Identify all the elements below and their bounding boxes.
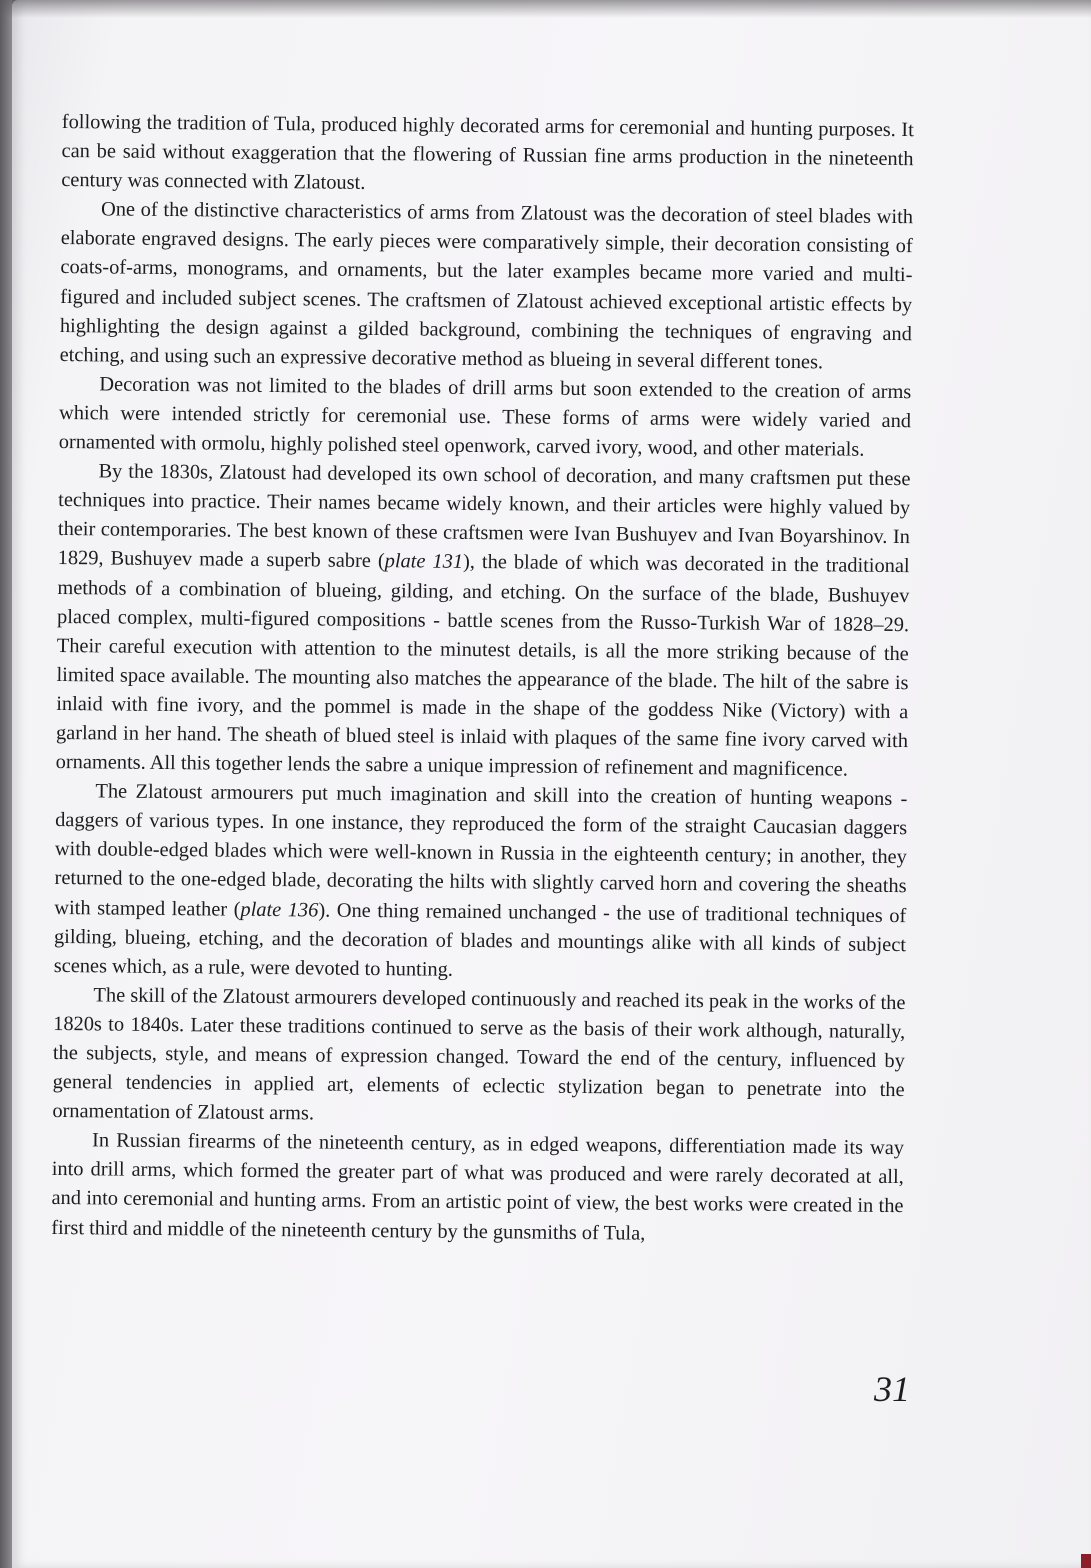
- page-number: 31: [874, 1369, 910, 1409]
- body-text: [51, 108, 914, 1251]
- paragraph-4-part-2: ), the blade of which was decorated in the traditional methods of a combination of blueing, gilding, and etching. On the surface of the blade, Bushuyev placed complex, multi-figured compositions - battle scenes from the Russo-Turkish War of 1828–29. Their careful execution with attention to the minutest details, is all the more striking because of the limited space available. The mounting also matches the appearance of the blade. The hilt of the sabre is inlaid with fine ivory, and the pommel is made in the shape of the goddess Nike (Victory) with a garland in her hand. The sheath of blued steel is inlaid with plaques of the same fine ivory carved with ornaments. All this together lends the sabre a unique impression of refinement and magnificence.: [55, 551, 910, 781]
- book-cover-corner: [1081, 1554, 1091, 1568]
- paragraph-4-part-1: By the 1830s, Zlatoust had developed its own school of decoration, and many craftsmen put these techniques into practice. Their names became widely known, and their articles were highly valued by their contemporaries. The best known of these craftsmen were Ivan Bushuyev and Ivan Boyarshinov. In 1829, Bushuyev made a superb sabre (: [57, 460, 911, 573]
- paragraph-2: One of the distinctive characteristics of arms from Zlatoust was the decoration of steel blades with elaborate engraved designs. The early pieces were comparatively simple, their decoration consisting of coats-of-arms, monograms, and ornaments, but the later examples became more varied and multi-figured and included subject scenes. The craftsmen of Zlatoust achieved exceptional artistic effects by highlighting the design against a gilded background, combining the techniques of engraving and etching, and using such an expressive decorative method as blueing in several different tones.: [59, 198, 914, 374]
- paragraph-5-part-1: The Zlatoust armourers put much imagination and skill into the creation of hunting weapons - daggers of various types. In one instance, they reproduced the form of the straight Caucasian daggers with double-edged blades which were well-known in Russia in the eighteenth century; in another, they returned to the one-edged blade, decorating the hilts with slightly carved horn and covering the sheaths with stamped leather (: [54, 780, 908, 921]
- paragraph-5-part-2: ). One thing remained unchanged - the use of traditional techniques of gilding, blueing, etching, and the decoration of blades and mountings alike with all kinds of subject scenes which, as a rule, were devoted to hunting.: [53, 899, 907, 981]
- paragraph-5: [54, 777, 908, 989]
- book-spine-edge: [0, 0, 12, 1568]
- plate-reference: plate 136: [240, 898, 319, 922]
- paragraph-7: In Russian firearms of the nineteenth century, as in edged weapons, differentiation made its way into drill arms, which formed the greater part of what was produced and were rarely decorated at all, and into ceremonial and hunting arms. From an artistic point of view, the best works were created in the first third and middle of the nineteenth century by the gunsmiths of Tula,: [51, 1129, 905, 1245]
- paragraph-4: [56, 457, 911, 785]
- paragraph-6: The skill of the Zlatoust armourers developed continuously and reached its peak in the works of the 1820s to 1840s. Later these traditions continued to serve as the basis of their work although, naturally, the subjects, style, and means of expression changed. Toward the end of the century, influenced by general tendencies in applied art, elements of eclectic stylization began to penetrate into the ornamentation of Zlatoust arms.: [52, 984, 906, 1125]
- plate-reference: plate 131: [384, 550, 464, 574]
- paragraph-3: Decoration was not limited to the blades of drill arms but soon extended to the creation of arms which were intended strictly for ceremonial use. These forms of arms were widely varied and ornamented with ormolu, highly polished steel openwork, carved ivory, wood, and other materials.: [58, 373, 912, 461]
- page-top-shadow: [0, 0, 1091, 18]
- paragraph-1: following the tradition of Tula, produced highly decorated arms for ceremonial and hunting purposes. It can be said without exaggeration that the flowering of Russian fine arms production in the nineteenth century was connected with Zlatoust.: [61, 110, 914, 195]
